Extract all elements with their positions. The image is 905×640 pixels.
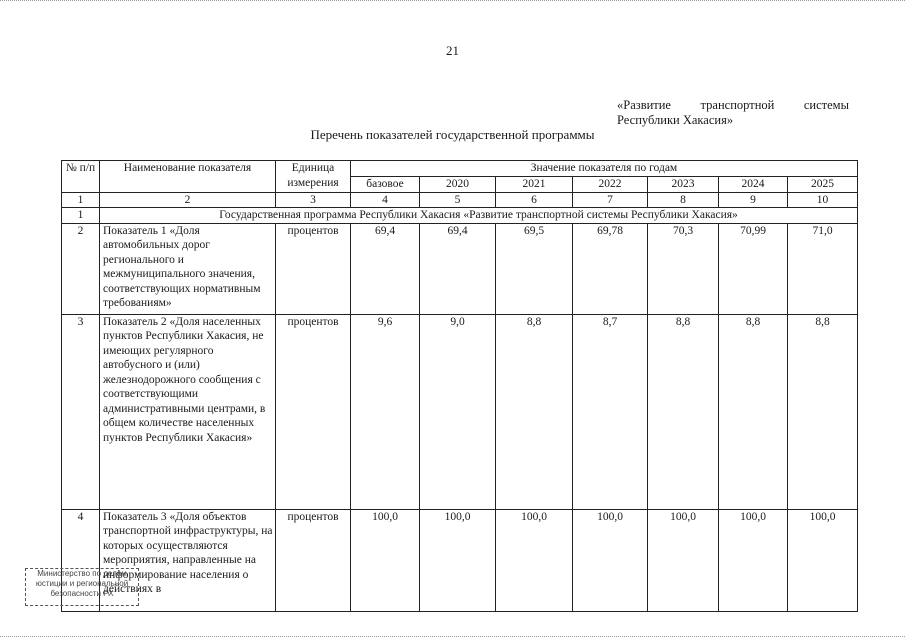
subtitle-line-1: «Развитие транспортной системы — [617, 98, 849, 112]
column-number: 5 — [420, 192, 496, 208]
header-year: 2024 — [719, 177, 788, 193]
indicator-value: 8,8 — [648, 314, 719, 509]
table-row — [62, 223, 858, 314]
header-year: 2021 — [496, 177, 573, 193]
program-subtitle — [617, 98, 849, 128]
indicator-value: 70,99 — [719, 223, 788, 314]
indicator-value: 8,8 — [719, 314, 788, 509]
stamp-line: безопасности РХ — [50, 589, 114, 598]
subtitle-line-2: Республики Хакасия» — [617, 113, 734, 127]
registration-stamp — [25, 568, 139, 606]
header-values: Значение показателя по годам — [351, 161, 858, 177]
header-year: базовое — [351, 177, 420, 193]
row-number: 4 — [62, 509, 100, 611]
indicator-value: 100,0 — [351, 509, 420, 611]
column-numbers-row — [62, 192, 858, 208]
row-number: 2 — [62, 223, 100, 314]
column-number: 10 — [788, 192, 858, 208]
indicator-value: 69,4 — [420, 223, 496, 314]
indicator-name: Показатель 1 «Доля автомобильных дорог регионального и межмуниципального значения, соответствующих нормативным требованиям» — [100, 223, 276, 314]
scan-edge-bottom — [0, 636, 905, 638]
header-year: 2022 — [573, 177, 648, 193]
indicator-unit: процентов — [276, 223, 351, 314]
indicator-value: 100,0 — [719, 509, 788, 611]
indicator-name: Показатель 3 «Доля объектов транспортной инфраструктуры, на которых осуществляются мероприятия, направленные на информирование населения о действиях в — [100, 509, 276, 611]
column-number: 3 — [276, 192, 351, 208]
indicator-value: 100,0 — [420, 509, 496, 611]
header-no: № п/п — [62, 161, 100, 193]
column-number: 7 — [573, 192, 648, 208]
indicator-value: 69,4 — [351, 223, 420, 314]
header-name: Наименование показателя — [100, 161, 276, 193]
stamp-line: юстиции и региональной — [35, 579, 129, 588]
page-number: 21 — [446, 43, 459, 58]
indicator-value: 100,0 — [648, 509, 719, 611]
column-number: 4 — [351, 192, 420, 208]
indicator-value: 69,78 — [573, 223, 648, 314]
indicator-value: 69,5 — [496, 223, 573, 314]
header-year: 2025 — [788, 177, 858, 193]
indicator-value: 100,0 — [496, 509, 573, 611]
section-title: Государственная программа Республики Хакасия «Развитие транспортной системы Республики Хакасия» — [100, 208, 858, 224]
section-number: 1 — [62, 208, 100, 224]
indicator-unit: процентов — [276, 314, 351, 509]
document-heading: Перечень показателей государственной программы — [310, 127, 595, 142]
table-row — [62, 509, 858, 611]
header-year: 2020 — [420, 177, 496, 193]
table-row — [62, 314, 858, 509]
section-row — [62, 208, 858, 224]
scan-edge-top — [0, 0, 905, 2]
column-number: 1 — [62, 192, 100, 208]
indicator-value: 70,3 — [648, 223, 719, 314]
column-number: 8 — [648, 192, 719, 208]
header-unit: Единица измерения — [276, 161, 351, 193]
indicator-value: 8,7 — [573, 314, 648, 509]
header-year: 2023 — [648, 177, 719, 193]
indicator-value: 8,8 — [788, 314, 858, 509]
row-number: 3 — [62, 314, 100, 509]
indicator-name: Показатель 2 «Доля населенных пунктов Республики Хакасия, не имеющих регулярного автобусного и (или) железнодорожного сообщения с соответствующими административными центрами, в общем количестве населенных пунктов Республики Хакасия» — [100, 314, 276, 509]
indicator-value: 9,6 — [351, 314, 420, 509]
indicators-table — [61, 160, 858, 612]
column-number: 2 — [100, 192, 276, 208]
indicator-value: 100,0 — [788, 509, 858, 611]
indicator-value: 8,8 — [496, 314, 573, 509]
header-row-1 — [62, 161, 858, 177]
indicator-unit: процентов — [276, 509, 351, 611]
indicator-value: 9,0 — [420, 314, 496, 509]
indicator-value: 71,0 — [788, 223, 858, 314]
column-number: 9 — [719, 192, 788, 208]
column-number: 6 — [496, 192, 573, 208]
stamp-line: Министерство по делам — [37, 569, 127, 578]
indicator-value: 100,0 — [573, 509, 648, 611]
